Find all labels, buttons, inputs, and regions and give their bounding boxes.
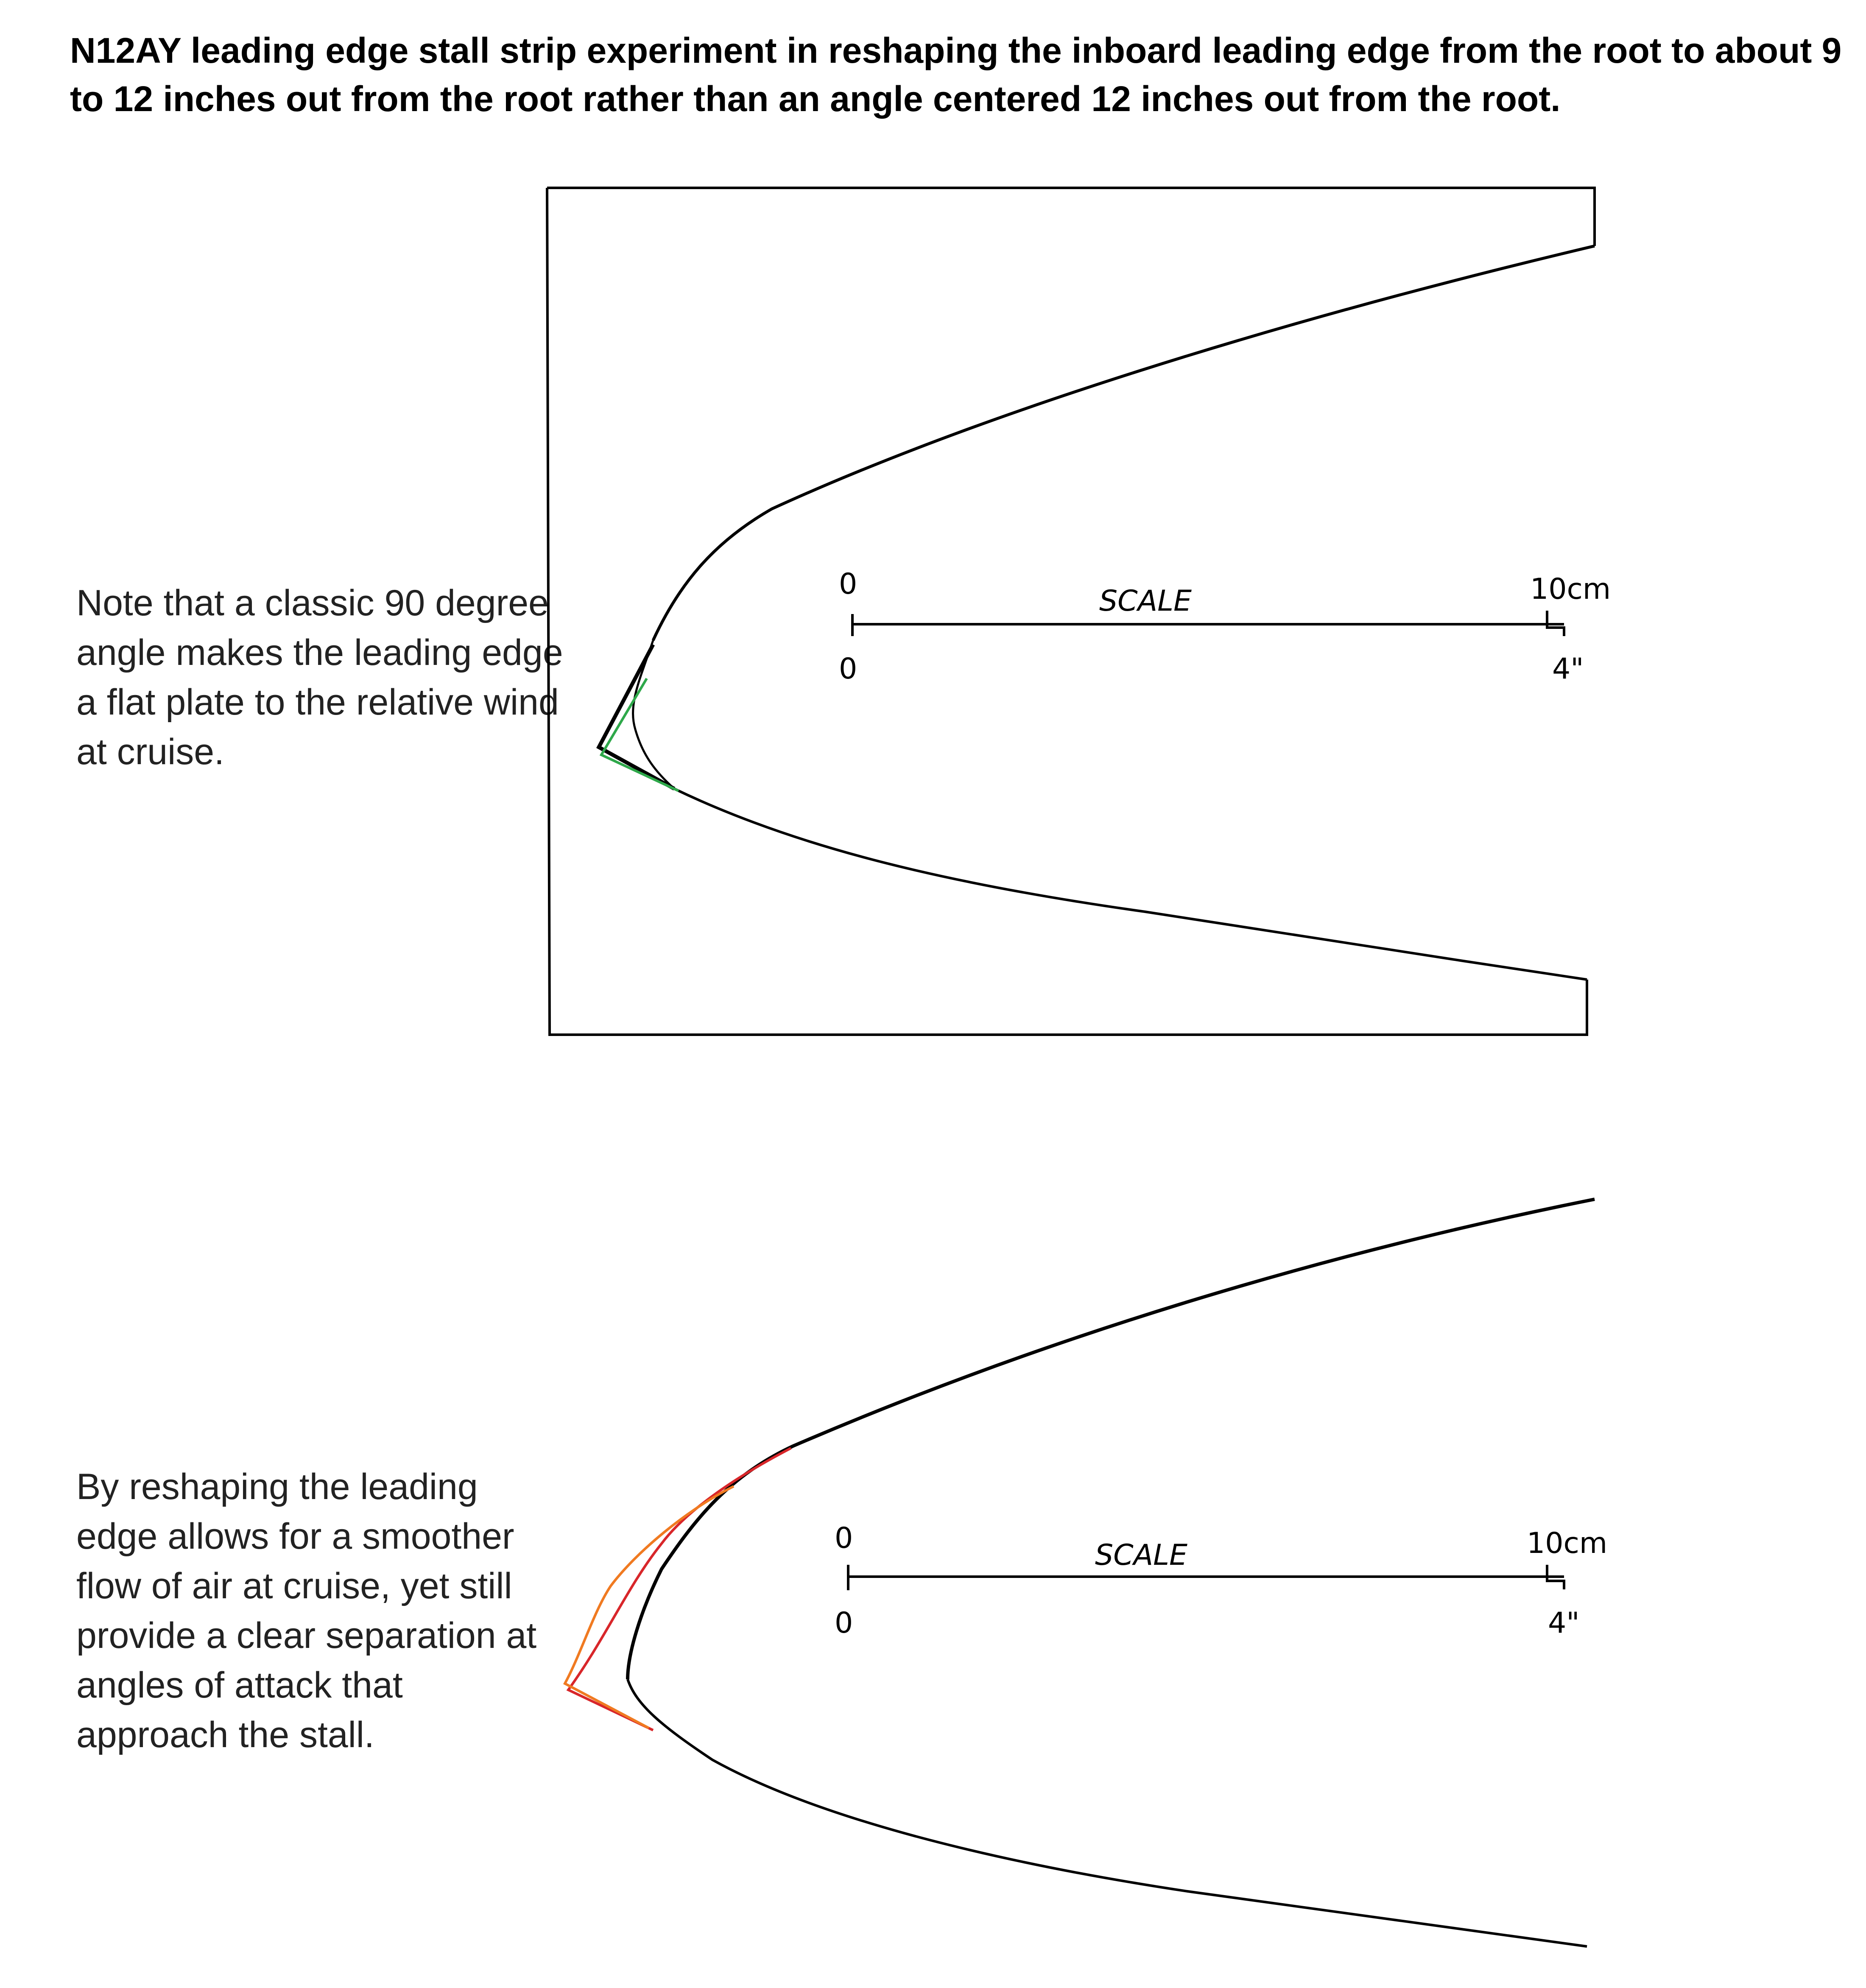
bottom-scale-imperial: 4" — [1548, 1606, 1580, 1640]
bottom-lower-surface — [628, 1679, 1587, 1946]
top-airfoil-diagram — [547, 188, 1611, 1035]
bottom-orange-profile — [565, 1486, 734, 1728]
top-scale-metric: 10cm — [1530, 572, 1611, 606]
bottom-scale-bar — [835, 1522, 1607, 1640]
note-classic-angle: Note that a classic 90 degree angle makes the leading edge a flat plate to the relative wind at cruise. — [76, 583, 563, 772]
bottom-scale-label: SCALE — [1095, 1538, 1188, 1572]
top-scale-bar — [839, 567, 1611, 686]
bottom-red-profile — [568, 1448, 791, 1730]
top-upper-surface — [653, 246, 1595, 640]
bottom-upper-surface — [628, 1199, 1595, 1679]
page-title: N12AY leading edge stall strip experiment in reshaping the inboard leading edge from the root to about 9 to 12 inches out from the root rather than an angle centered 12 inches out from the root. — [70, 31, 1842, 119]
bottom-scale-zero-bottom: 0 — [835, 1606, 853, 1640]
top-root-frame — [547, 188, 1595, 1035]
top-scale-zero-bottom: 0 — [839, 652, 858, 686]
top-scale-zero-top: 0 — [839, 567, 858, 601]
top-scale-imperial: 4" — [1552, 652, 1584, 686]
top-green-profile — [601, 678, 679, 791]
top-classic-angle-edge — [599, 645, 674, 789]
note-reshaped-edge: By reshaping the leading edge allows for a smoother flow of air at cruise, yet still provide a clear separation at angles of attack that approach the stall. — [76, 1466, 537, 1755]
top-scale-label: SCALE — [1099, 584, 1192, 618]
bottom-scale-metric: 10cm — [1527, 1527, 1608, 1560]
bottom-airfoil-diagram — [565, 1199, 1607, 1946]
top-lower-surface — [674, 789, 1587, 980]
bottom-scale-zero-top: 0 — [835, 1522, 853, 1555]
top-reshaped-leading-edge — [633, 640, 674, 789]
